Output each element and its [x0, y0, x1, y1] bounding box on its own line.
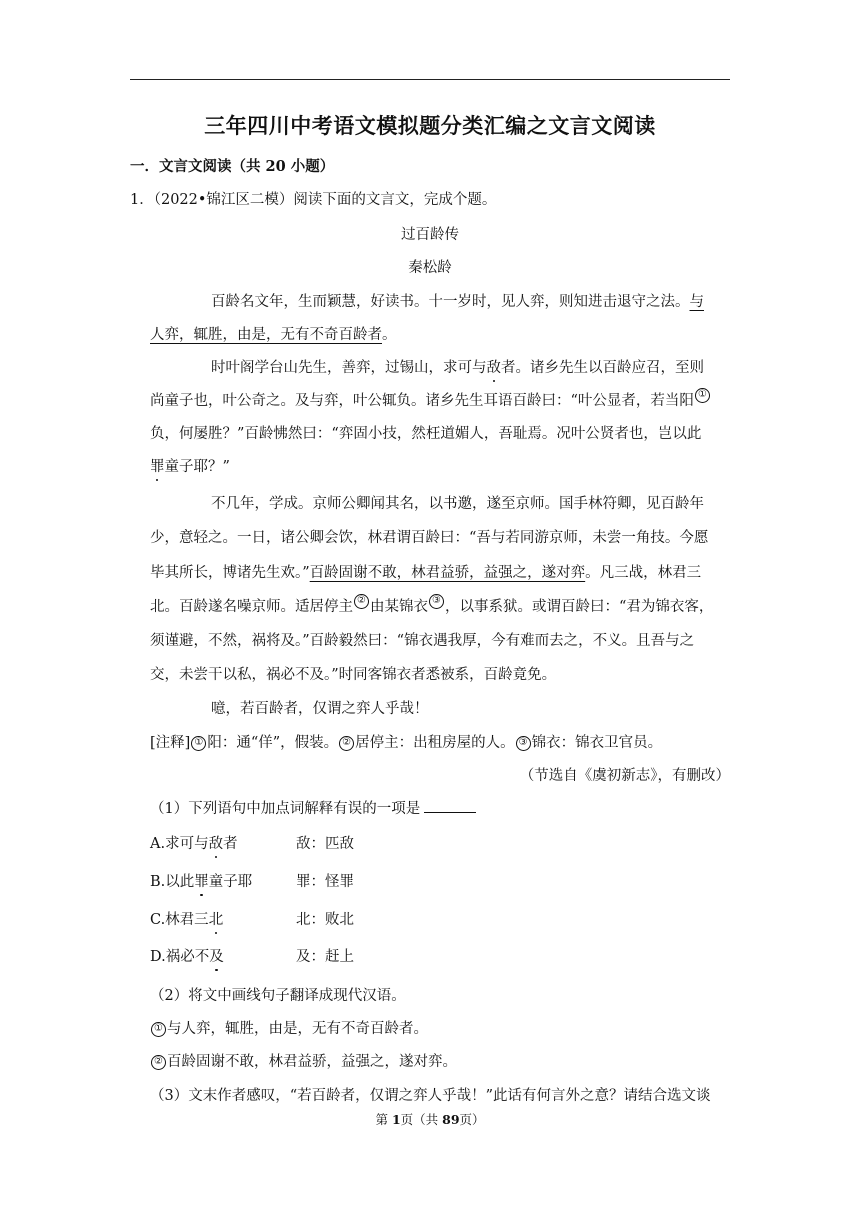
section-heading: 一．文言文阅读（共 20 小题）: [130, 158, 335, 175]
passage-title: 过百龄传: [401, 227, 459, 243]
note-marker: ③: [429, 594, 444, 609]
option-a: A.求可与敌者: [150, 836, 238, 852]
paragraph-1-line-1: 百龄名文年，生而颖慧，好读书。十一岁时，见人弈，则知进击退守之法。与: [211, 294, 704, 310]
total-pages: 89: [442, 1112, 460, 1127]
passage-source: （节选自《虞初新志》，有删改）: [519, 768, 730, 784]
annotation-notes: [注释] ① 阳：通“佯”，假装。 ② 居停主：出租房屋的人。 ③ 锦衣：锦衣卫官员。: [150, 735, 663, 751]
page-title: 三年四川中考语文模拟题分类汇编之文言文阅读: [204, 113, 656, 138]
page-footer: 第 1页（共 89页）: [375, 1112, 485, 1127]
paragraph-2-line-4: 罪童子耶？”: [150, 459, 230, 475]
translate-item-1: ① 与人弈，辄胜，由是，无有不奇百龄者。: [150, 1019, 428, 1039]
dotted-word: 敌: [486, 360, 501, 376]
paragraph-2-line-3: 负，何屡胜？”百龄怫然曰：“弈固小技，然枉道媚人，吾耻焉。况叶公贤者也，岂以此: [150, 426, 702, 442]
passage-author: 秦松龄: [408, 260, 452, 276]
paragraph-3-line-6: 交，未尝干以私，祸必不及。”时同客锦衣者悉被系，百龄竟免。: [150, 667, 557, 683]
underlined-sentence-1: 人弈，辄胜，由是，无有不奇百龄者: [150, 327, 382, 343]
option-d-explanation: 及：赶上: [296, 949, 354, 965]
paragraph-4: 噫，若百龄者，仅谓之弈人乎哉！: [211, 701, 429, 717]
question-intro: 1．（2022•锦江区二模）阅读下面的文言文，完成个题。: [130, 192, 497, 208]
header-rule: [130, 79, 730, 80]
option-c: C.林君三北: [150, 912, 224, 928]
option-a-explanation: 敌：匹敌: [296, 836, 354, 852]
note-marker: ①: [695, 388, 710, 403]
translate-item-2: ② 百龄固谢不敢，林君益骄，益强之，遂对弈。: [150, 1052, 457, 1072]
paragraph-3-line-5: 须谨避，不然，祸将及。”百龄毅然曰：“锦衣遇我厚，今有难而去之，不义。且吾与之: [150, 633, 695, 649]
paragraph-2-line-1: 时叶阁学台山先生，善弈，过锡山，求可与敌者。诸乡先生以百龄应召，至则: [211, 360, 704, 376]
option-d: D.祸必不及: [150, 949, 224, 965]
paragraph-1-line-2: 人弈，辄胜，由是，无有不奇百龄者。: [150, 327, 397, 343]
sub-question-3: （3）文末作者感叹，“若百龄者，仅谓之弈人乎哉！”此话有何言外之意？请结合选文谈: [150, 1088, 711, 1104]
underlined-sentence-2: 百龄固谢不敢，林君益骄，益强之，遂对弈: [309, 565, 586, 581]
option-b: B.以此罪童子耶: [150, 874, 253, 890]
answer-blank: [424, 800, 476, 813]
sub-question-2: （2）将文中画线句子翻译成现代汉语。: [150, 988, 406, 1004]
option-c-explanation: 北：败北: [296, 912, 354, 928]
paragraph-3-line-1: 不几年，学成。京师公卿闻其名，以书邀，遂至京师。国手林符卿，见百龄年: [211, 496, 704, 512]
paragraph-3-line-4: 北。百龄遂名噪京师。适居停主 ② 由某锦衣 ③ ，以事系狱。或谓百龄曰：“君为锦衣客，: [150, 594, 714, 615]
paragraph-3-line-2: 少，意轻之。一日，诸公卿会饮，林君谓百龄曰：“吾与若同游京师，未尝一角技。今愿: [150, 530, 709, 546]
note-marker: ②: [354, 594, 369, 609]
dotted-word: 罪: [150, 459, 165, 475]
page-number: 1: [391, 1112, 401, 1127]
paragraph-3-line-3: 毕其所长，博诸先生欢。”百龄固谢不敢，林君益骄，益强之，遂对弈。凡三战，林君三: [150, 565, 702, 581]
option-b-explanation: 罪：怪罪: [296, 874, 354, 890]
paragraph-2-line-2: 尚童子也，叶公奇之。及与弈，叶公辄负。诸乡先生耳语百龄曰：“叶公显者，若当阳 ①: [150, 391, 711, 411]
sub-question-1: （1）下列语句中加点词解释有误的一项是: [150, 799, 476, 819]
